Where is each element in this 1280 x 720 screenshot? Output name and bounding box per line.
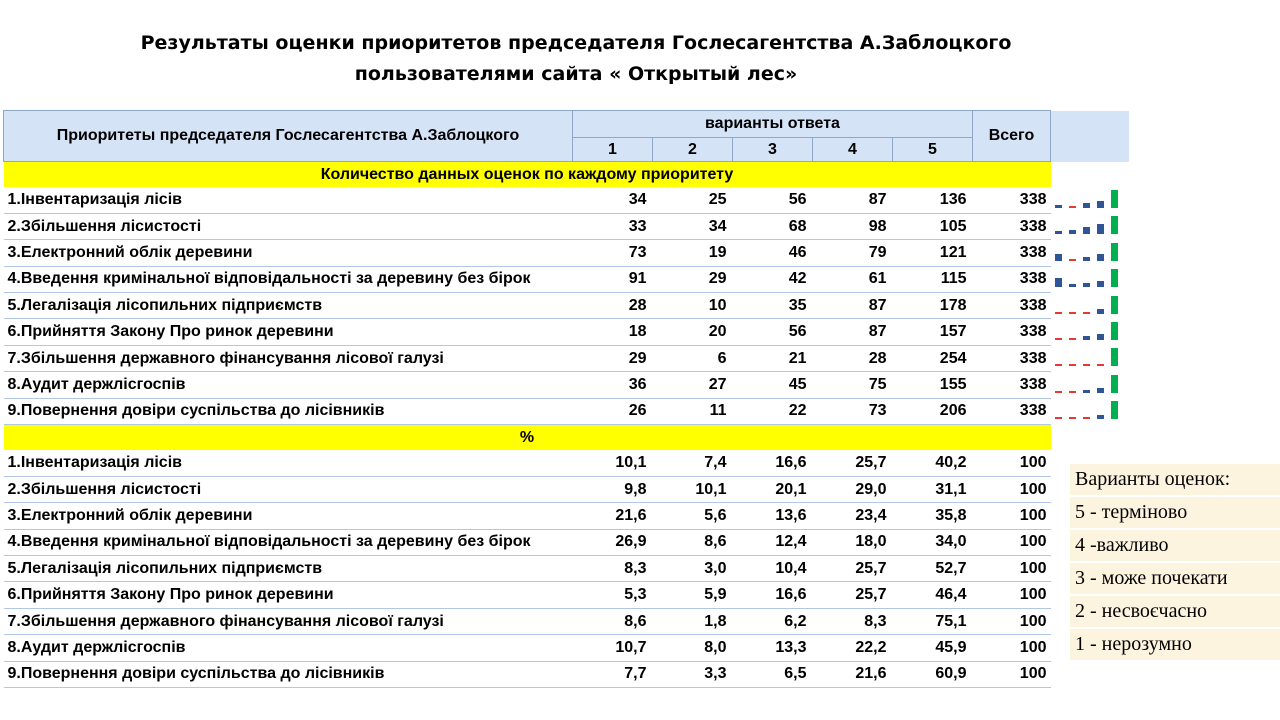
cell-variant-1: 18 [573, 319, 653, 345]
percent-row [4, 503, 1129, 529]
cell-variant-5: 34,0 [893, 529, 973, 555]
row-label: 8.Аудит держлісгоспів [4, 372, 573, 398]
cell-total: 100 [973, 608, 1051, 634]
sparkline-bar-3 [1083, 257, 1090, 261]
sparkline-bar-4 [1097, 201, 1104, 208]
cell-total: 338 [973, 319, 1051, 345]
cell-variant-5: 31,1 [893, 476, 973, 502]
sparkline-bar-3 [1083, 203, 1090, 208]
sparkline-bar-5 [1111, 243, 1118, 261]
cell-variant-1: 8,6 [573, 608, 653, 634]
sparkline [1055, 400, 1125, 420]
legend [1070, 464, 1280, 662]
cell-variant-1: 9,8 [573, 476, 653, 502]
sparkline-bar-4 [1097, 254, 1104, 261]
table-body [4, 111, 1129, 688]
cell-variant-4: 29,0 [813, 476, 893, 502]
cell-variant-2: 25 [653, 187, 733, 213]
cell-variant-4: 25,7 [813, 450, 893, 476]
cell-total: 100 [973, 556, 1051, 582]
cell-variant-5: 254 [893, 345, 973, 371]
cell-variant-1: 28 [573, 293, 653, 319]
percent-row [4, 661, 1129, 687]
sparkline-bar-3 [1083, 336, 1090, 340]
cell-variant-5: 52,7 [893, 556, 973, 582]
sparkline [1055, 321, 1125, 341]
cell-variant-1: 29 [573, 345, 653, 371]
sparkline-bar-5 [1111, 269, 1118, 287]
cell-variant-3: 42 [733, 266, 813, 292]
cell-variant-3: 68 [733, 213, 813, 239]
count-row [4, 398, 1129, 424]
header-variants: варианты ответа [573, 111, 973, 138]
sparkline-bar-2 [1069, 417, 1076, 419]
row-label: 6.Прийняття Закону Про ринок деревини [4, 319, 573, 345]
cell-variant-3: 20,1 [733, 476, 813, 502]
cell-variant-5: 46,4 [893, 582, 973, 608]
row-label: 6.Прийняття Закону Про ринок деревини [4, 582, 573, 608]
cell-total: 338 [973, 372, 1051, 398]
row-label: 7.Збільшення державного фінансування лісової галузі [4, 345, 573, 371]
cell-variant-1: 33 [573, 213, 653, 239]
cell-variant-3: 12,4 [733, 529, 813, 555]
header-variant-1: 1 [573, 138, 653, 162]
sparkline-bar-3 [1083, 390, 1090, 393]
header-variant-4: 4 [813, 138, 893, 162]
cell-variant-5: 136 [893, 187, 973, 213]
row-label: 7.Збільшення державного фінансування лісової галузі [4, 608, 573, 634]
sparkline-bar-3 [1083, 312, 1090, 314]
header-variant-3: 3 [733, 138, 813, 162]
sparkline [1055, 215, 1125, 235]
title-line-1: Результаты оценки приоритетов председателя Гослесагентства А.Заблоцкого [140, 32, 1012, 54]
sparkline-bar-1 [1055, 338, 1062, 340]
cell-variant-3: 35 [733, 293, 813, 319]
cell-total: 338 [973, 240, 1051, 266]
cell-variant-3: 16,6 [733, 450, 813, 476]
cell-variant-3: 21 [733, 345, 813, 371]
sparkline-bar-2 [1069, 259, 1076, 261]
cell-variant-2: 5,9 [653, 582, 733, 608]
cell-variant-4: 79 [813, 240, 893, 266]
row-label: 3.Електронний облік деревини [4, 503, 573, 529]
sparkline [1055, 268, 1125, 288]
cell-variant-3: 10,4 [733, 556, 813, 582]
cell-variant-3: 56 [733, 319, 813, 345]
cell-variant-1: 36 [573, 372, 653, 398]
row-label: 1.Інвентаризація лісів [4, 450, 573, 476]
cell-variant-1: 26 [573, 398, 653, 424]
cell-total: 100 [973, 503, 1051, 529]
sparkline-cell [1051, 240, 1129, 266]
sparkline-bar-2 [1069, 338, 1076, 340]
cell-variant-2: 7,4 [653, 450, 733, 476]
cell-variant-3: 16,6 [733, 582, 813, 608]
cell-variant-3: 13,3 [733, 635, 813, 661]
cell-total: 338 [973, 345, 1051, 371]
cell-total: 100 [973, 529, 1051, 555]
cell-variant-4: 75 [813, 372, 893, 398]
section-spacer [1051, 162, 1129, 188]
count-row [4, 372, 1129, 398]
cell-variant-2: 10 [653, 293, 733, 319]
cell-variant-4: 18,0 [813, 529, 893, 555]
cell-total: 338 [973, 266, 1051, 292]
sparkline-bar-1 [1055, 391, 1062, 393]
row-label: 9.Повернення довіри суспільства до лісівників [4, 661, 573, 687]
cell-total: 100 [973, 450, 1051, 476]
sparkline-bar-1 [1055, 278, 1062, 287]
row-label: 1.Інвентаризація лісів [4, 187, 573, 213]
legend-item: 3 - може почекати [1070, 563, 1280, 596]
sparkline-cell [1051, 319, 1129, 345]
cell-variant-4: 25,7 [813, 582, 893, 608]
percent-row [4, 635, 1129, 661]
sparkline [1055, 347, 1125, 367]
legend-title: Варианты оценок: [1070, 464, 1280, 497]
cell-variant-2: 20 [653, 319, 733, 345]
cell-variant-3: 56 [733, 187, 813, 213]
sparkline-bar-3 [1083, 283, 1090, 287]
header-variant-2: 2 [653, 138, 733, 162]
count-row [4, 187, 1129, 213]
sparkline-bar-5 [1111, 322, 1118, 340]
cell-variant-1: 91 [573, 266, 653, 292]
cell-variant-2: 29 [653, 266, 733, 292]
sparkline-bar-4 [1097, 224, 1104, 234]
row-label: 3.Електронний облік деревини [4, 240, 573, 266]
row-label: 2.Збільшення лісистості [4, 476, 573, 502]
cell-variant-4: 61 [813, 266, 893, 292]
percent-row [4, 608, 1129, 634]
cell-total: 338 [973, 293, 1051, 319]
legend-item: 1 - нерозумно [1070, 629, 1280, 662]
cell-variant-2: 19 [653, 240, 733, 266]
sparkline-bar-5 [1111, 401, 1118, 419]
cell-variant-1: 73 [573, 240, 653, 266]
cell-variant-1: 26,9 [573, 529, 653, 555]
sparkline-cell [1051, 293, 1129, 319]
row-label: 8.Аудит держлісгоспів [4, 635, 573, 661]
sparkline-cell [1051, 266, 1129, 292]
sparkline-bar-4 [1097, 388, 1104, 393]
row-label: 5.Легалізація лісопильних підприємств [4, 556, 573, 582]
row-label: 4.Введення кримінальної відповідальності за деревину без бірок [4, 266, 573, 292]
sparkline-bar-4 [1097, 415, 1104, 419]
cell-variant-3: 6,2 [733, 608, 813, 634]
legend-item: 2 - несвоєчасно [1070, 596, 1280, 629]
sparkline-cell [1051, 398, 1129, 424]
cell-variant-4: 23,4 [813, 503, 893, 529]
cell-variant-4: 87 [813, 293, 893, 319]
sparkline-bar-2 [1069, 206, 1076, 208]
row-label: 9.Повернення довіри суспільства до лісівників [4, 398, 573, 424]
cell-variant-2: 8,6 [653, 529, 733, 555]
cell-variant-4: 98 [813, 213, 893, 239]
sparkline-cell [1051, 372, 1129, 398]
cell-variant-1: 7,7 [573, 661, 653, 687]
cell-variant-5: 157 [893, 319, 973, 345]
cell-variant-1: 8,3 [573, 556, 653, 582]
sparkline-cell [1051, 187, 1129, 213]
sparkline-bar-1 [1055, 231, 1062, 234]
page-title [0, 28, 1152, 90]
cell-variant-2: 3,0 [653, 556, 733, 582]
cell-variant-2: 6 [653, 345, 733, 371]
sparkline-bar-3 [1083, 227, 1090, 234]
cell-variant-1: 10,1 [573, 450, 653, 476]
cell-variant-4: 25,7 [813, 556, 893, 582]
cell-variant-4: 87 [813, 319, 893, 345]
header-priority: Приоритеты председателя Гослесагентства А.Заблоцкого [4, 111, 573, 162]
cell-variant-5: 206 [893, 398, 973, 424]
cell-variant-5: 155 [893, 372, 973, 398]
sparkline-bar-1 [1055, 364, 1062, 366]
cell-variant-2: 11 [653, 398, 733, 424]
percent-row [4, 529, 1129, 555]
cell-total: 100 [973, 582, 1051, 608]
count-row [4, 266, 1129, 292]
cell-variant-5: 75,1 [893, 608, 973, 634]
cell-total: 338 [973, 187, 1051, 213]
cell-variant-5: 40,2 [893, 450, 973, 476]
row-label: 5.Легалізація лісопильних підприємств [4, 293, 573, 319]
sparkline-bar-3 [1083, 364, 1090, 366]
count-row [4, 240, 1129, 266]
count-row [4, 319, 1129, 345]
sparkline-bar-2 [1069, 364, 1076, 366]
percent-row [4, 582, 1129, 608]
cell-variant-3: 45 [733, 372, 813, 398]
cell-variant-1: 10,7 [573, 635, 653, 661]
cell-variant-3: 6,5 [733, 661, 813, 687]
count-row [4, 293, 1129, 319]
legend-item: 5 - терміново [1070, 497, 1280, 530]
cell-variant-4: 8,3 [813, 608, 893, 634]
cell-variant-3: 46 [733, 240, 813, 266]
sparkline-bar-2 [1069, 391, 1076, 393]
legend-item: 4 -важливо [1070, 530, 1280, 563]
sparkline-bar-5 [1111, 375, 1118, 393]
sparkline-bar-3 [1083, 417, 1090, 419]
cell-variant-2: 10,1 [653, 476, 733, 502]
cell-variant-2: 8,0 [653, 635, 733, 661]
cell-variant-1: 5,3 [573, 582, 653, 608]
cell-variant-4: 73 [813, 398, 893, 424]
cell-total: 338 [973, 398, 1051, 424]
priorities-table [3, 110, 1129, 688]
spacer-cell [1051, 661, 1129, 687]
cell-variant-1: 34 [573, 187, 653, 213]
sparkline [1055, 242, 1125, 262]
cell-variant-5: 105 [893, 213, 973, 239]
sparkline-bar-2 [1069, 312, 1076, 314]
sparkline [1055, 374, 1125, 394]
cell-total: 100 [973, 476, 1051, 502]
sparkline-bar-4 [1097, 364, 1104, 366]
section-percent: % [4, 425, 1051, 451]
cell-variant-5: 45,9 [893, 635, 973, 661]
cell-variant-4: 22,2 [813, 635, 893, 661]
cell-total: 100 [973, 635, 1051, 661]
cell-variant-1: 21,6 [573, 503, 653, 529]
cell-variant-5: 121 [893, 240, 973, 266]
title-line-2: пользователями сайта « Открытый лес» [354, 63, 798, 85]
count-row [4, 345, 1129, 371]
sparkline-bar-2 [1069, 284, 1076, 287]
sparkline-bar-1 [1055, 417, 1062, 419]
cell-variant-5: 115 [893, 266, 973, 292]
cell-total: 100 [973, 661, 1051, 687]
sparkline-bar-1 [1055, 312, 1062, 314]
cell-variant-2: 34 [653, 213, 733, 239]
header-variant-5: 5 [893, 138, 973, 162]
sparkline-bar-4 [1097, 309, 1104, 314]
sparkline-cell [1051, 345, 1129, 371]
percent-row [4, 556, 1129, 582]
header-total: Всего [973, 111, 1051, 162]
section-spacer [1051, 425, 1129, 451]
section-counts: Количество данных оценок по каждому приоритету [4, 162, 1051, 188]
sparkline [1055, 295, 1125, 315]
cell-variant-3: 13,6 [733, 503, 813, 529]
header-spacer [1051, 111, 1129, 162]
percent-row [4, 476, 1129, 502]
row-label: 2.Збільшення лісистості [4, 213, 573, 239]
cell-variant-5: 178 [893, 293, 973, 319]
count-row [4, 213, 1129, 239]
sparkline-bar-5 [1111, 296, 1118, 314]
cell-variant-2: 5,6 [653, 503, 733, 529]
cell-variant-5: 60,9 [893, 661, 973, 687]
cell-variant-2: 1,8 [653, 608, 733, 634]
section-percent-row [4, 425, 1129, 451]
row-label: 4.Введення кримінальної відповідальності за деревину без бірок [4, 529, 573, 555]
cell-variant-2: 3,3 [653, 661, 733, 687]
sparkline-bar-5 [1111, 216, 1118, 234]
cell-variant-4: 87 [813, 187, 893, 213]
sparkline-bar-5 [1111, 190, 1118, 208]
sparkline-bar-2 [1069, 230, 1076, 234]
sparkline-bar-5 [1111, 348, 1118, 366]
sparkline-cell [1051, 213, 1129, 239]
percent-row [4, 450, 1129, 476]
cell-variant-4: 28 [813, 345, 893, 371]
sparkline-bar-4 [1097, 281, 1104, 287]
cell-variant-5: 35,8 [893, 503, 973, 529]
sparkline-bar-4 [1097, 334, 1104, 340]
sparkline-bar-1 [1055, 205, 1062, 208]
sparkline [1055, 189, 1125, 209]
cell-total: 338 [973, 213, 1051, 239]
cell-variant-4: 21,6 [813, 661, 893, 687]
cell-variant-3: 22 [733, 398, 813, 424]
cell-variant-2: 27 [653, 372, 733, 398]
sparkline-bar-1 [1055, 254, 1062, 261]
